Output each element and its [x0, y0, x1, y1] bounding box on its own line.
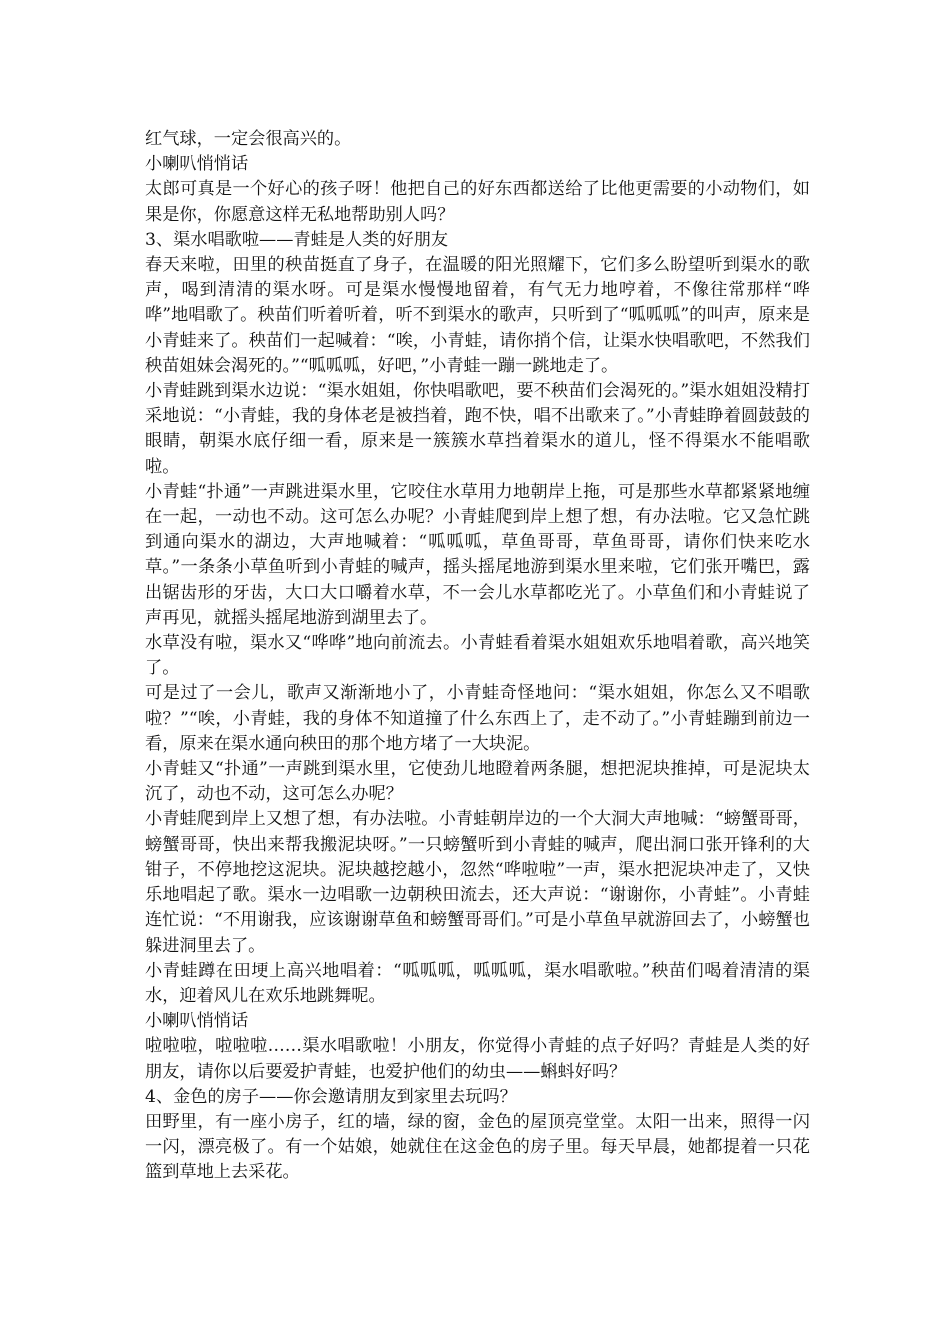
paragraph-5: 春天来啦，田里的秧苗挺直了身子，在温暖的阳光照耀下，它们多么盼望听到渠水的歌声，喝到清清的渠水呀。可是渠水慢慢地留着，有气无力地哼着，不像往常那样“哗哗”地唱歌了。秧苗们听着听着，听不到渠水的歌声，只听到了“呱呱呱”的叫声，原来是小青蛙来了。秧苗们一起喊着：“唉，小青蛙，请你捎个信，让渠水快唱歌吧，不然我们秧苗姐妹会渴死的。”“呱呱呱，好吧，”小青蛙一蹦一跳地走了。: [145, 255, 810, 376]
paragraph-7: 小青蛙“扑通”一声跳进渠水里，它咬住水草用力地朝岸上拖，可是那些水草都紧紧地缠在一起，一动也不动。这可怎么办呢？小青蛙爬到岸上想了想，有办法啦。它又急忙跳到通向渠水的湖边，大声地喊着：“呱呱呱，草鱼哥哥，草鱼哥哥，请你们快来吃水草。”一条条小草鱼听到小青蛙的喊声，摇头摇尾地游到渠水里来啦，它们张开嘴巴，露出锯齿形的牙齿，大口大口嚼着水草，不一会儿水草都吃光了。小草鱼们和小青蛙说了声再见，就摇头摇尾地游到湖里去了。: [145, 481, 810, 628]
section-heading-whisper-2: 小喇叭悄悄话: [145, 1011, 249, 1032]
paragraph-3: 太郎可真是一个好心的孩子呀！他把自己的好东西都送给了比他更需要的小动物们，如果是你，你愿意这样无私地帮助别人吗？: [145, 179, 810, 225]
paragraph-6: 小青蛙跳到渠水边说：“渠水姐姐，你快唱歌吧，要不秧苗们会渴死的。”渠水姐姐没精打采地说：“小青蛙，我的身体老是被挡着，跑不快，唱不出歌来了。”小青蛙睁着圆鼓鼓的眼睛，朝渠水底仔细一看，原来是一簇簇水草挡着渠水的道儿，怪不得渠水不能唱歌啦。: [145, 381, 810, 477]
story-title-4: 4、金色的房子——你会邀请朋友到家里去玩吗？: [145, 1086, 517, 1107]
paragraph-12: 小青蛙蹲在田埂上高兴地唱着：“呱呱呱，呱呱呱，渠水唱歌啦。”秧苗们喝着清清的渠水，迎着风儿在欢乐地跳舞呢。: [145, 960, 810, 1006]
paragraph-8: 水草没有啦，渠水又“哗哗”地向前流去。小青蛙看着渠水姐姐欢乐地唱着歌，高兴地笑了。: [145, 633, 810, 679]
paragraph-9: 可是过了一会儿，歌声又渐渐地小了，小青蛙奇怪地问：“渠水姐姐，你怎么又不唱歌啦？”“唉，小青蛙，我的身体不知道撞了什么东西上了，走不动了。”小青蛙蹦到前边一看，原来在渠水通向秧田的那个地方堵了一大块泥。: [145, 683, 810, 754]
paragraph-16: 田野里，有一座小房子，红的墙，绿的窗，金色的屋顶亮堂堂。太阳一出来，照得一闪一闪，漂亮极了。有一个姑娘，她就住在这金色的房子里。每天早晨，她都提着一只花篮到草地上去采花。: [145, 1111, 810, 1183]
paragraph-10: 小青蛙又“扑通”一声跳到渠水里，它使劲儿地瞪着两条腿，想把泥块推掉，可是泥块太沉了，动也不动，这可怎么办呢？: [145, 759, 810, 805]
document-page: [145, 127, 810, 1186]
paragraph-14: 啦啦啦，啦啦啦……渠水唱歌啦！小朋友，你觉得小青蛙的点子好吗？青蛙是人类的好朋友，请你以后要爱护青蛙，也爱护他们的幼虫——蝌蚪好吗？: [145, 1036, 810, 1082]
section-heading-whisper-1: 小喇叭悄悄话: [145, 154, 249, 175]
story-title-3: 3、渠水唱歌啦——青蛙是人类的好朋友: [145, 229, 449, 250]
paragraph-11: 小青蛙爬到岸上又想了想，有办法啦。小青蛙朝岸边的一个大洞大声地喊：“螃蟹哥哥，螃蟹哥哥，快出来帮我搬泥块呀。”一只螃蟹听到小青蛙的喊声，爬出洞口张开锋利的大钳子，不停地挖这泥块。泥块越挖越小，忽然“哗啦啦”一声，渠水把泥块冲走了，又快乐地唱起了歌。渠水一边唱歌一边朝秧田流去，还大声说：“谢谢你，小青蛙”。小青蛙连忙说：“不用谢我，应该谢谢草鱼和螃蟹哥哥们。”可是小草鱼早就游回去了，小螃蟹也躲进洞里去了。: [145, 809, 810, 956]
paragraph-1: 红气球，一定会很高兴的。: [145, 129, 352, 149]
